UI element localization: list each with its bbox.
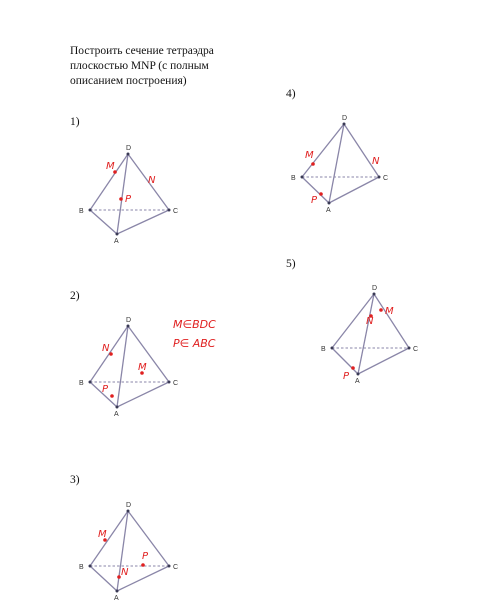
label-C: C (173, 380, 179, 387)
problem-1-number: 1) (70, 116, 80, 128)
tetrahedron-figure-5 (318, 280, 428, 388)
label-M: M (305, 150, 314, 161)
label-M: M (98, 529, 107, 540)
label-A: A (114, 238, 119, 245)
vertex-A (116, 406, 119, 409)
tetrahedron-figure-2 (80, 310, 250, 420)
vertex-B (301, 176, 304, 179)
vertex-D (373, 293, 376, 296)
edge-DC (128, 511, 169, 566)
task-line-2: плоскостью MNP (с полным (70, 60, 209, 72)
label-C: C (413, 346, 419, 353)
problem-5-number: 5) (286, 258, 296, 270)
vertex-D (127, 153, 130, 156)
edge-DA (117, 326, 128, 407)
vertex-C (168, 565, 171, 568)
point-P (141, 563, 145, 567)
label-A: A (114, 595, 119, 602)
label-B: B (79, 208, 84, 215)
label-C: C (383, 175, 389, 182)
vertex-C (168, 381, 171, 384)
label-B: B (79, 564, 84, 571)
edge-CA (117, 210, 169, 234)
point-P (110, 394, 114, 398)
label-P: P (125, 194, 132, 205)
edge-DC (374, 294, 409, 348)
problem-4-number: 4) (286, 88, 296, 100)
point-P (351, 366, 355, 370)
edge-DB (90, 326, 128, 382)
label-B: B (79, 380, 84, 387)
vertex-A (357, 373, 360, 376)
edge-DC (344, 124, 379, 177)
task-statement (70, 44, 270, 89)
label-D: D (126, 317, 132, 324)
vertex-B (89, 565, 92, 568)
edge-DA (358, 294, 374, 374)
vertex-B (89, 209, 92, 212)
label-P: P (311, 195, 318, 206)
edge-CA (117, 382, 169, 407)
label-N: N (121, 567, 129, 578)
point-M (379, 308, 383, 312)
label-P: P (142, 551, 149, 562)
edge-DA (329, 124, 344, 203)
edge-DB (90, 511, 128, 566)
label-A: A (355, 378, 360, 385)
label-N: N (102, 343, 110, 354)
label-P: P (343, 371, 350, 382)
vertex-D (127, 510, 130, 513)
label-D: D (342, 115, 348, 122)
label-M: M (106, 161, 115, 172)
label-C: C (173, 564, 179, 571)
vertex-A (116, 590, 119, 593)
label-N: N (148, 175, 156, 186)
tetrahedron-figure-3 (80, 496, 190, 608)
label-M: M (138, 362, 147, 373)
edge-DA (117, 511, 128, 591)
edge-BA (90, 566, 117, 591)
point-P (119, 197, 123, 201)
label-N: N (372, 156, 380, 167)
tetrahedron-figure-4 (290, 112, 400, 217)
label-P: P (102, 384, 109, 395)
label-N: N (366, 316, 374, 327)
label-C: C (173, 208, 179, 215)
condition-2: P∈ ABC (173, 337, 216, 350)
task-line-3: описанием построения) (70, 75, 187, 87)
edge-CA (329, 177, 379, 203)
vertex-D (127, 325, 130, 328)
vertex-C (408, 347, 411, 350)
vertex-A (116, 233, 119, 236)
problem-3-number: 3) (70, 474, 80, 486)
vertex-D (343, 123, 346, 126)
edge-BA (90, 210, 117, 234)
point-P (319, 192, 323, 196)
label-D: D (372, 285, 378, 292)
problem-2-number: 2) (70, 290, 80, 302)
label-D: D (126, 502, 132, 509)
label-M: M (385, 306, 394, 317)
edge-DC (128, 326, 169, 382)
label-A: A (326, 207, 331, 214)
vertex-B (89, 381, 92, 384)
label-D: D (126, 145, 132, 152)
point-M (311, 162, 315, 166)
label-B: B (291, 175, 296, 182)
label-A: A (114, 411, 119, 418)
vertex-B (331, 347, 334, 350)
tetrahedron-figure-1 (80, 140, 190, 250)
label-B: B (321, 346, 326, 353)
vertex-C (168, 209, 171, 212)
edge-CA (358, 348, 409, 374)
task-line-1: Построить сечение тетраэдра (70, 45, 214, 57)
point-N (109, 352, 113, 356)
vertex-C (378, 176, 381, 179)
condition-1: M∈BDC (173, 318, 216, 331)
vertex-A (328, 202, 331, 205)
